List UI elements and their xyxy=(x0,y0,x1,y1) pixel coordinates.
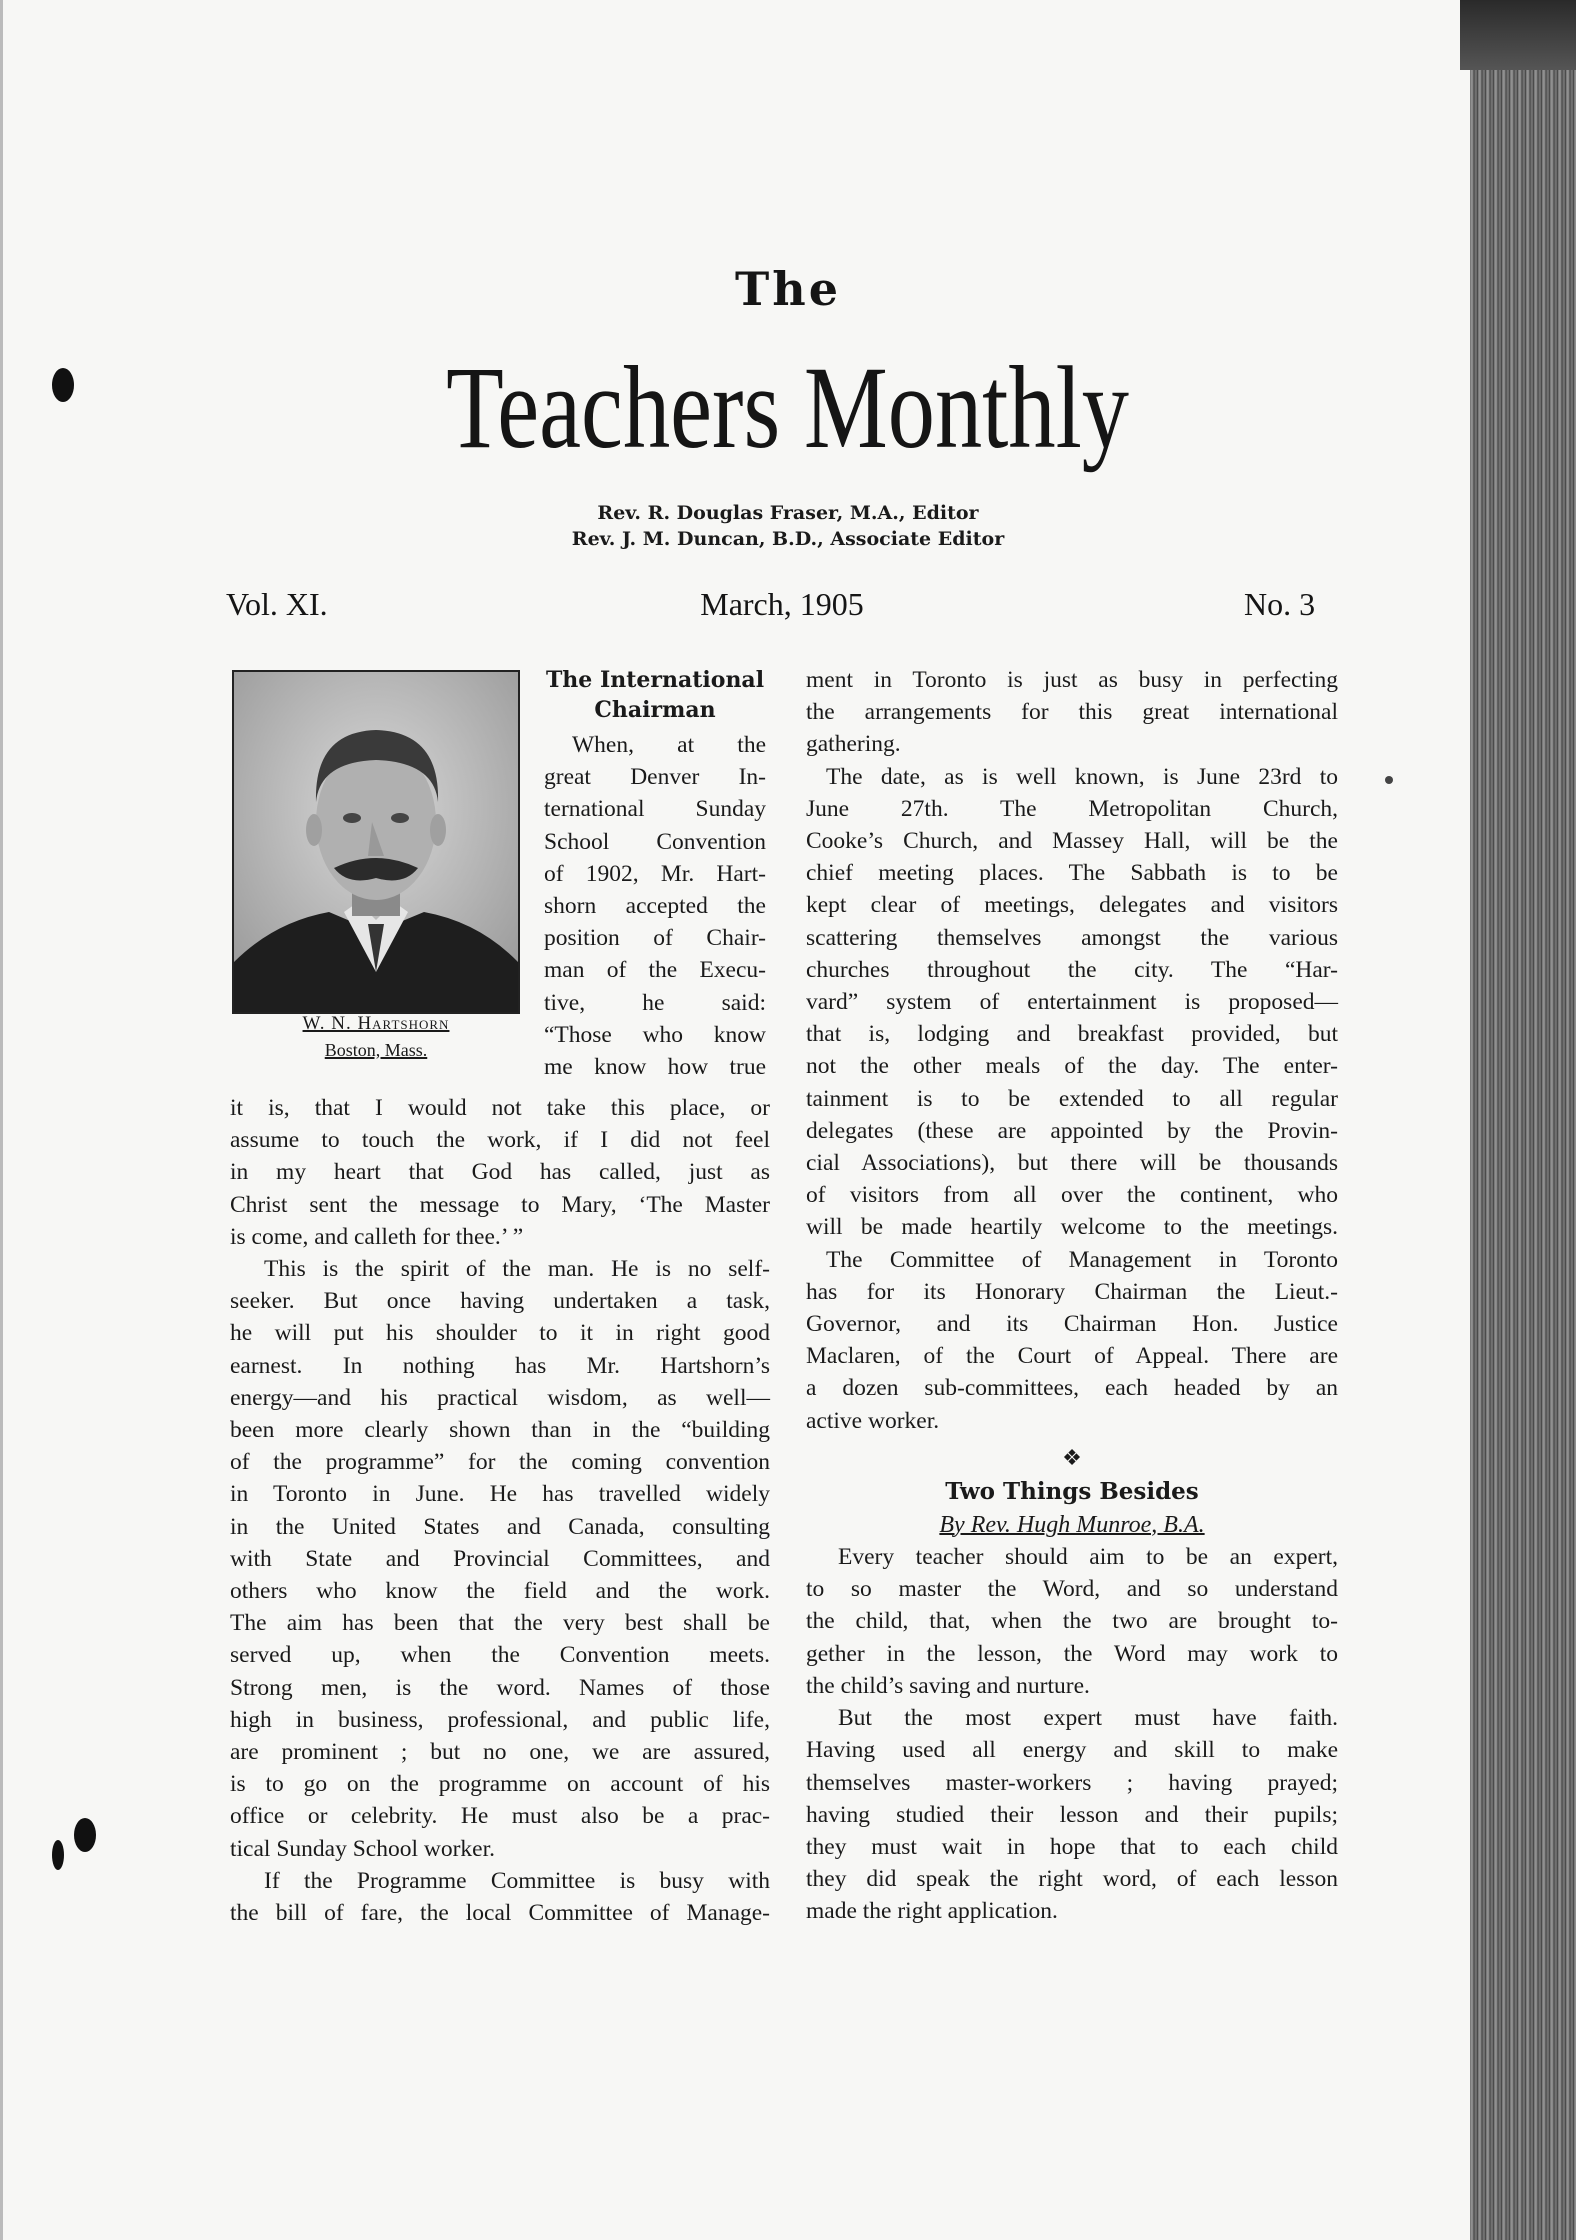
masthead-title: Teachers Monthly xyxy=(446,342,1130,473)
text-line: The date, as is well known, is June 23rd to xyxy=(826,763,1338,790)
text-line: gathering. xyxy=(806,731,901,758)
text-line: active worker. xyxy=(806,1407,940,1434)
text-line: “Those who know xyxy=(544,1021,766,1048)
article1-heading-line2: Chairman xyxy=(594,697,716,723)
text-line: it is, that I would not take this place, or xyxy=(230,1095,770,1121)
text-line: tainment is to be extended to all regular xyxy=(806,1085,1338,1112)
text-line: of 1902, Mr. Hart- xyxy=(544,860,766,887)
text-line: vard” system of entertainment is proposed— xyxy=(806,989,1338,1016)
text-line: that is, lodging and breakfast provided, but xyxy=(806,1021,1338,1048)
photo-caption-place-text: Boston, Mass. xyxy=(324,1040,428,1060)
text-line: cial Associations), but there will be thousands xyxy=(806,1150,1338,1177)
text-line: in my heart that God has called, just as xyxy=(230,1159,770,1186)
text-line: they must wait in hope that to each child xyxy=(806,1833,1338,1860)
issue-date: March, 1905 xyxy=(700,586,864,622)
text-line: earnest. In nothing has Mr. Hartshorn’s xyxy=(230,1352,770,1379)
text-line: ment in Toronto is just as busy in perfecting xyxy=(806,667,1338,693)
text-line: position of Chair- xyxy=(544,925,766,952)
text-line: is come, and calleth for thee.’ ” xyxy=(230,1223,524,1250)
text-line: June 27th. The Metropolitan Church, xyxy=(806,795,1338,822)
binding-hole xyxy=(74,1818,96,1852)
text-line: having studied their lesson and their pupils; xyxy=(806,1801,1338,1828)
text-line: he will put his shoulder to it in right good xyxy=(230,1320,770,1347)
text-line: the child, that, when the two are brought to- xyxy=(806,1608,1338,1635)
text-line: shorn accepted the xyxy=(544,893,766,920)
text-line: assume to touch the work, if I did not feel xyxy=(230,1127,770,1154)
binding-hole xyxy=(52,1840,64,1870)
text-line: man of the Execu- xyxy=(544,957,766,984)
text-line: will be made heartily welcome to the meetings. xyxy=(806,1214,1338,1241)
text-line: When, at the xyxy=(572,732,766,758)
text-line: not the other meals of the day. The enter- xyxy=(806,1053,1338,1080)
article2-byline xyxy=(806,1509,1338,1541)
text-line: themselves master-workers ; having prayed; xyxy=(806,1769,1338,1796)
text-line: tical Sunday School worker. xyxy=(230,1835,495,1862)
text-line: seeker. But once having undertaken a task, xyxy=(230,1288,770,1315)
section-ornament: ❖ xyxy=(1062,1444,1082,1470)
book-binding-top xyxy=(1460,0,1576,70)
text-line: energy—and his practical wisdom, as well— xyxy=(230,1384,770,1411)
text-line: made the right application. xyxy=(806,1898,1058,1925)
volume-number: Vol. XI. xyxy=(226,586,328,622)
text-line: Maclaren, of the Court of Appeal. There are xyxy=(806,1343,1338,1370)
text-line: churches throughout the city. The “Har- xyxy=(806,956,1338,983)
text-line: If the Programme Committee is busy with xyxy=(264,1867,770,1894)
text-line: to so master the Word, and so understand xyxy=(806,1576,1338,1603)
text-line: ternational Sunday xyxy=(544,796,766,823)
article1-narrow-column xyxy=(544,665,766,1083)
portrait-illustration xyxy=(234,672,518,1012)
text-line: has for its Honorary Chairman the Lieut.- xyxy=(806,1278,1338,1305)
text-line: with State and Provincial Committees, and xyxy=(230,1545,770,1572)
masthead-the: The xyxy=(735,262,841,316)
article1-narrow-text xyxy=(544,729,766,1083)
text-line: the child’s saving and nurture. xyxy=(806,1672,1090,1699)
text-line: Every teacher should aim to be an expert, xyxy=(838,1544,1338,1571)
text-line: a dozen sub-committees, each headed by an xyxy=(806,1375,1338,1402)
text-line: chief meeting places. The Sabbath is to be xyxy=(806,860,1338,887)
text-line: School Convention xyxy=(544,828,766,855)
text-line: of visitors from all over the continent, who xyxy=(806,1182,1338,1209)
photo-caption-name xyxy=(232,1013,520,1035)
photo-caption-place xyxy=(232,1040,520,1061)
text-line: Cooke’s Church, and Massey Hall, will be the xyxy=(806,828,1338,855)
text-line: served up, when the Convention meets. xyxy=(230,1642,770,1669)
text-line: This is the spirit of the man. He is no self- xyxy=(264,1256,770,1283)
text-line: high in business, professional, and public life, xyxy=(230,1706,770,1733)
text-line: But the most expert must have faith. xyxy=(838,1705,1338,1732)
text-line: been more clearly shown than in the “building xyxy=(230,1417,770,1444)
text-line: Strong men, is the word. Names of those xyxy=(230,1674,770,1701)
associate-editor-line: Rev. J. M. Duncan, B.D., Associate Editor xyxy=(571,528,1005,550)
text-line: great Denver In- xyxy=(544,764,766,791)
text-line: others who know the field and the work. xyxy=(230,1578,770,1605)
text-line: The aim has been that the very best shall be xyxy=(230,1610,770,1637)
page-mark xyxy=(1385,776,1393,784)
text-line: me know how true xyxy=(544,1054,766,1081)
issue-number: No. 3 xyxy=(1244,586,1316,622)
text-line: is to go on the programme on account of his xyxy=(230,1771,770,1798)
article1-heading xyxy=(544,665,766,725)
article1-right-column xyxy=(806,664,1338,1928)
binding-hole xyxy=(52,368,74,402)
text-line: Governor, and its Chairman Hon. Justice xyxy=(806,1311,1338,1338)
article1-heading-line1: The International xyxy=(545,667,765,693)
text-line: office or celebrity. He must also be a prac- xyxy=(230,1803,770,1830)
text-line: the bill of fare, the local Committee of Manage- xyxy=(230,1900,770,1927)
text-line: Christ sent the message to Mary, ‘The Master xyxy=(230,1191,770,1218)
text-line: in the United States and Canada, consulting xyxy=(230,1513,770,1540)
editor-line: Rev. R. Douglas Fraser, M.A., Editor xyxy=(597,502,979,524)
text-line: of the programme” for the coming convention xyxy=(230,1449,770,1476)
article1-left-column xyxy=(230,1092,770,1929)
text-line: delegates (these are appointed by the Provin- xyxy=(806,1117,1338,1144)
text-line: kept clear of meetings, delegates and visitors xyxy=(806,892,1338,919)
photo-caption-name-text: W. N. Hartshorn xyxy=(302,1013,450,1034)
text-line: the arrangements for this great international xyxy=(806,699,1338,726)
text-line: scattering themselves amongst the various xyxy=(806,924,1338,951)
article2-byline-text: By Rev. Hugh Munroe, B.A. xyxy=(939,1511,1205,1538)
text-line: in Toronto in June. He has travelled widely xyxy=(230,1481,770,1508)
page-edge xyxy=(0,0,3,2240)
text-line: they did speak the right word, of each lesson xyxy=(806,1866,1338,1893)
text-line: tive, he said: xyxy=(544,989,766,1016)
text-line: are prominent ; but no one, we are assured, xyxy=(230,1739,770,1766)
article2-heading: Two Things Besides xyxy=(945,1477,1199,1505)
text-line: Having used all energy and skill to make xyxy=(806,1737,1338,1764)
text-line: gether in the lesson, the Word may work to xyxy=(806,1640,1338,1667)
book-binding xyxy=(1470,0,1576,2240)
text-line: The Committee of Management in Toronto xyxy=(826,1246,1338,1273)
portrait-photo xyxy=(232,670,520,1014)
